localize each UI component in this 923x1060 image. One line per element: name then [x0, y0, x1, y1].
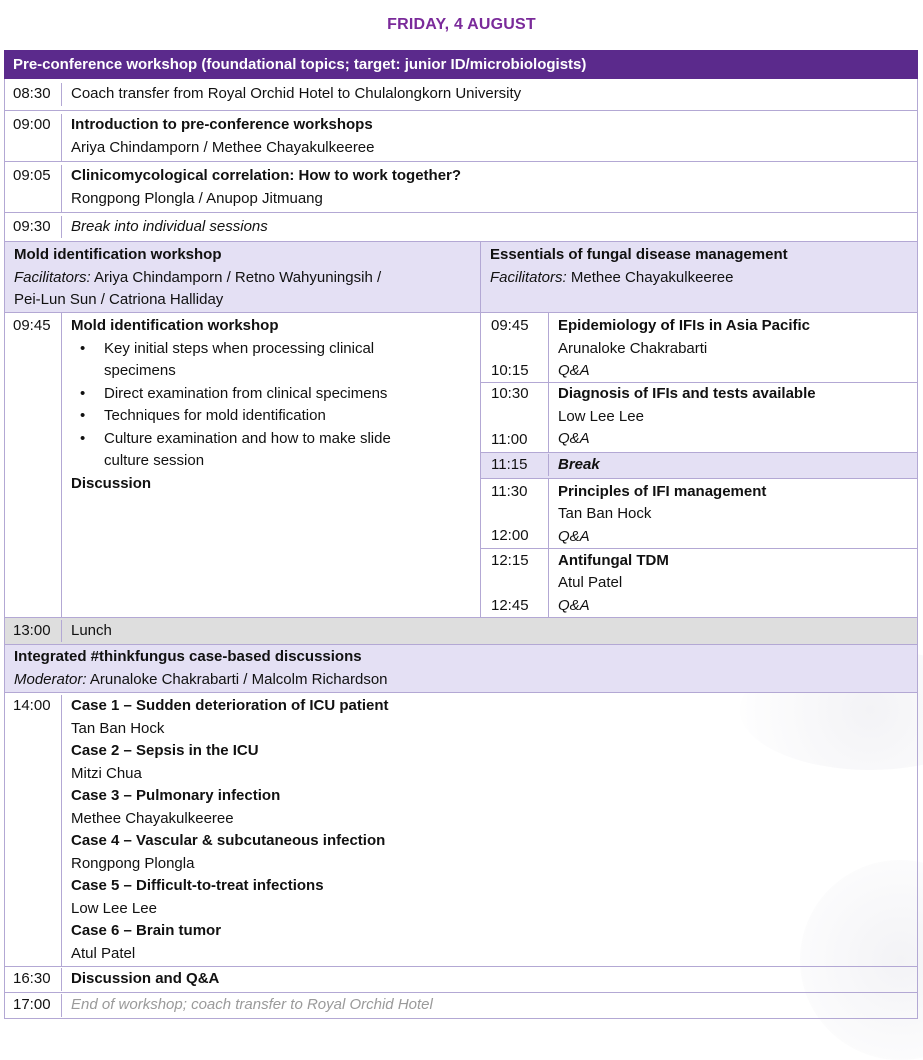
essentials-header — [481, 242, 917, 312]
schedule-row — [4, 993, 918, 1019]
start-time: 10:30 — [491, 385, 529, 402]
time-cell: 17:00 — [5, 994, 62, 1017]
start-time: 09:45 — [491, 317, 529, 334]
case-speaker: Low Lee Lee — [71, 899, 157, 917]
list-item: • Direct examination from clinical specimens — [104, 383, 480, 406]
page-title: FRIDAY, 4 AUGUST — [387, 16, 536, 33]
cases-row — [4, 693, 918, 967]
session-text: End of workshop; coach transfer to Royal Orchid Hotel — [71, 996, 433, 1014]
session-speaker: Ariya Chindamporn / Methee Chayakulkeeree — [71, 138, 375, 156]
qa-time: 12:45 — [491, 596, 529, 614]
case-speaker: Methee Chayakulkeeree — [71, 809, 234, 827]
qa-label: Q&A — [558, 362, 590, 379]
schedule-row — [4, 967, 918, 993]
session-title: Introduction to pre-conference workshops — [71, 116, 373, 133]
schedule-row — [4, 618, 918, 645]
session-block — [481, 479, 917, 549]
mold-workshop-column — [5, 313, 481, 617]
session-text: Discussion and Q&A — [71, 970, 220, 988]
session-block — [481, 549, 917, 618]
session-title: Principles of IFI management — [558, 482, 767, 500]
start-time: 11:15 — [491, 455, 528, 473]
case-title: Case 3 – Pulmonary infection — [71, 787, 281, 804]
session-speaker: Atul Patel — [558, 574, 623, 591]
qa-label: Q&A — [558, 430, 590, 447]
qa-label: Q&A — [558, 527, 590, 545]
session-title: Diagnosis of IFIs and tests available — [558, 385, 816, 402]
case-title: Case 2 – Sepsis in the ICU — [71, 742, 259, 759]
start-time: 12:15 — [491, 551, 529, 569]
parallel-headers-row — [4, 242, 918, 313]
discussion-label: Discussion — [71, 474, 152, 492]
session-title: Antifungal TDM — [558, 551, 669, 569]
session-title: Epidemiology of IFIs in Asia Pacific — [558, 317, 810, 334]
list-item: • Culture examination and how to make slide culture session — [104, 428, 480, 473]
facilitators-label: Facilitators: — [490, 268, 567, 286]
qa-label: Q&A — [558, 596, 590, 614]
case-speaker: Atul Patel — [71, 944, 136, 962]
session-text: Coach transfer from Royal Orchid Hotel to Chulalongkorn University — [71, 85, 522, 103]
session-text: Lunch — [71, 621, 112, 639]
case-title: Case 5 – Difficult-to-treat infections — [71, 877, 324, 894]
session-block — [481, 383, 917, 453]
header-title: Essentials of fungal disease management — [490, 246, 788, 263]
session-title: Mold identification workshop — [71, 317, 279, 334]
case-speaker: Rongpong Plongla — [71, 854, 195, 872]
section-header-row — [4, 645, 918, 693]
time-cell: 09:00 — [5, 114, 62, 161]
list-item: • Key initial steps when processing clinical specimens — [104, 338, 480, 383]
facilitators-names: Pei-Lun Sun / Catriona Halliday — [14, 291, 224, 308]
case-title: Case 1 – Sudden deterioration of ICU patient — [71, 697, 389, 714]
time-cell: 14:00 — [5, 695, 62, 966]
time-cell: 09:30 — [5, 216, 62, 239]
schedule-table — [4, 50, 918, 1019]
session-text: Break into individual sessions — [71, 217, 268, 235]
qa-time: 11:00 — [491, 431, 528, 449]
case-title: Case 6 – Brain tumor — [71, 922, 222, 939]
mold-workshop-header — [5, 242, 481, 312]
session-title: Clinicomycological correlation: How to work together? — [71, 167, 462, 184]
case-speaker: Tan Ban Hock — [71, 719, 165, 737]
time-cell: 13:00 — [5, 620, 62, 643]
facilitators-names: Ariya Chindamporn / Retno Wahyuningsih / — [90, 268, 382, 286]
session-speaker: Tan Ban Hock — [558, 505, 652, 522]
list-item: • Techniques for mold identification — [104, 405, 480, 428]
essentials-column — [481, 313, 917, 617]
facilitators-names: Methee Chayakulkeeree — [566, 268, 734, 286]
time-cell: 09:45 — [5, 313, 62, 617]
time-cell: 16:30 — [5, 968, 62, 991]
break-block — [481, 453, 917, 479]
break-label: Break — [558, 455, 600, 473]
session-speaker: Arunaloke Chakrabarti — [558, 339, 708, 357]
schedule-row — [4, 79, 918, 111]
schedule-row — [4, 213, 918, 242]
case-title: Case 4 – Vascular & subcutaneous infection — [71, 832, 386, 849]
start-time: 11:30 — [491, 482, 528, 500]
facilitators-label: Facilitators: — [14, 268, 91, 286]
header-title: Integrated #thinkfungus case-based discussions — [14, 648, 362, 665]
moderator-names: Arunaloke Chakrabarti / Malcolm Richardson — [86, 670, 388, 688]
session-speaker: Low Lee Lee — [558, 407, 644, 425]
case-speaker: Mitzi Chua — [71, 764, 142, 782]
moderator-label: Moderator: — [14, 670, 87, 688]
session-speaker: Rongpong Plongla / Anupop Jitmuang — [71, 189, 323, 207]
schedule-row — [4, 162, 918, 213]
qa-time: 10:15 — [491, 361, 529, 379]
qa-time: 12:00 — [491, 527, 529, 544]
section-header: Pre-conference workshop (foundational topics; target: junior ID/microbiologists) — [5, 51, 917, 78]
header-title: Mold identification workshop — [14, 246, 222, 263]
section-header-row — [4, 50, 918, 79]
session-block — [481, 313, 917, 383]
schedule-row — [4, 111, 918, 162]
time-cell: 08:30 — [5, 83, 62, 106]
topic-list — [71, 338, 480, 473]
parallel-sessions-row — [4, 313, 918, 618]
time-cell: 09:05 — [5, 165, 62, 212]
